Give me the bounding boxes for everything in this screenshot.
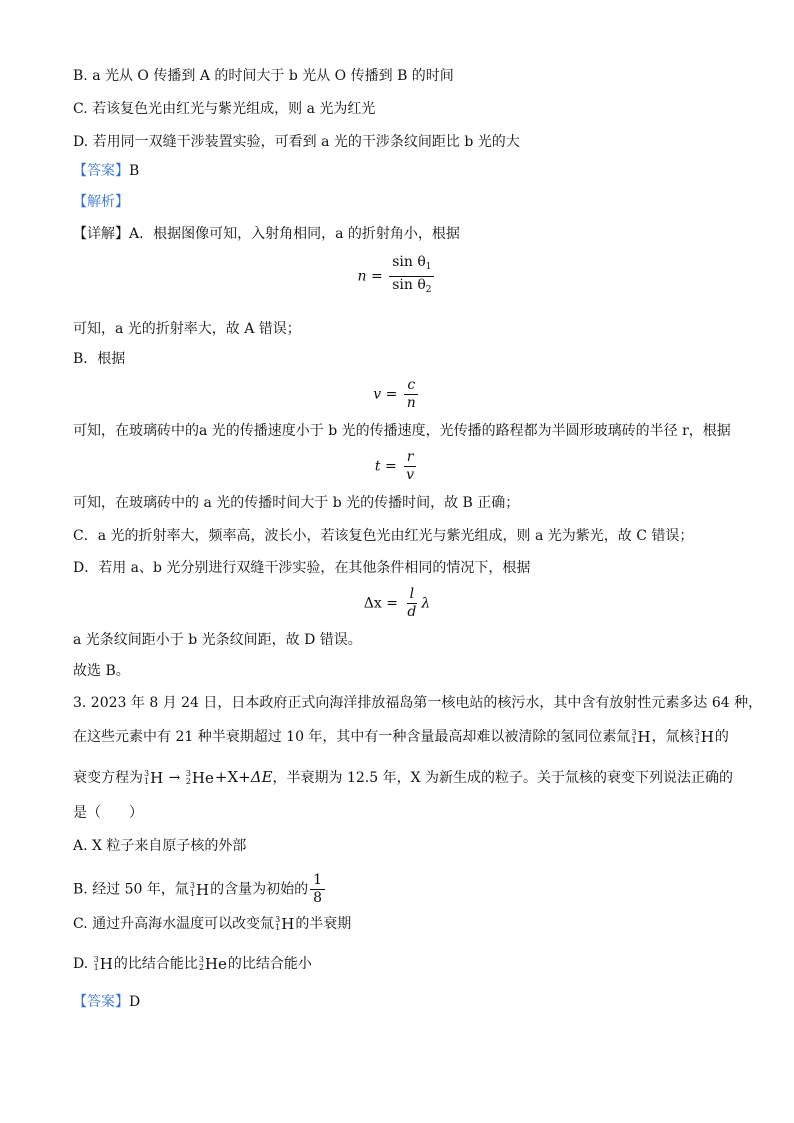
one-eighth-fraction: $\frac{1}{8}$ xyxy=(310,872,325,907)
q3-stem-line-2 xyxy=(73,728,729,746)
q2-after-eq3: 可知，在玻璃砖中的 a 光的传播时间大于 b 光的传播时间，故 B 正确； xyxy=(73,495,520,511)
tritium-nuclide: 3 1 H xyxy=(275,915,295,933)
q2-after-eq4: a 光条纹间距小于 b 光条纹间距，故 D 错误。 xyxy=(73,632,362,648)
eq2-fraction xyxy=(404,377,419,412)
eq1-lhs: n xyxy=(357,268,367,285)
q3-answer-row xyxy=(73,993,140,1011)
eq4-lhs: Δx xyxy=(363,595,382,612)
eq3-denominator: v xyxy=(406,467,415,483)
q2-analysis-tag xyxy=(73,193,129,211)
tritium-nuclide: 3 1 H xyxy=(694,728,714,746)
q3-stem-line-1: 3. 2023 年 8 月 24 日，日本政府正式向海洋排放福岛第一核电站的核污水，其中含有放射性元素多达 64 种， xyxy=(73,695,763,711)
q3-option-b: B. 经过 50 年，氚 3 1 H 的含量为初始的 $\frac{1}{8}$ xyxy=(73,872,327,907)
eq1-num-sub: 1 xyxy=(425,262,432,272)
tritium-nuclide: 3 1 H xyxy=(631,728,651,746)
detail-a-text: A．根据图像可知，入射角相同，a 的折射角小，根据 xyxy=(129,226,460,242)
eq1-numerator: sin θ xyxy=(392,254,426,270)
answer-value: B xyxy=(129,163,140,179)
tritium-nuclide: 3 1 H xyxy=(189,880,210,899)
q3-stem-2c: 的 xyxy=(714,729,729,745)
q2-detail-a xyxy=(73,225,460,243)
q3-stem-2a: 在这些元素中有 21 种半衰期超过 10 年，其中有一种含量最高却难以被清除的氢同位素氚 xyxy=(73,729,631,745)
arrow-icon: → xyxy=(168,770,181,786)
q2-option-d: D. 若用同一双缝干涉装置实验，可看到 a 光的干涉条纹间距比 b 光的大 xyxy=(73,134,520,150)
q3-option-c: C. 通过升高海水温度可以改变氚 3 1 H 的半衰期 xyxy=(73,915,352,933)
q2-d-intro: D．若用 a、b 光分别进行双缝干涉实验，在其他条件相同的情况下，根据 xyxy=(73,560,531,576)
eq2-numerator: c xyxy=(404,377,418,395)
analysis-tag: 【解析】 xyxy=(73,194,129,210)
eq4-denominator: d xyxy=(407,604,417,620)
eq4-fraction xyxy=(404,586,419,621)
q2-c-text: C．a 光的折射率大，频率高，波长小，若该复色光由红光与紫光组成，则 a 光为紫光，故 C 错误； xyxy=(73,528,694,544)
eq3-lhs: t xyxy=(374,458,381,475)
q3-stem-3a: 衰变方程为 xyxy=(73,770,143,786)
equation-speed: v = $\frac{c}{n}$ xyxy=(0,377,794,412)
q3-stem-2b: ，氚核 xyxy=(651,729,694,745)
q3-stem-3b: ，半衰期为 12.5 年，X 为新生成的粒子。关于氚核的衰变下列说法正确的 xyxy=(272,770,734,786)
tritium-nuclide: 3 1 H xyxy=(93,955,113,973)
q2-answer-row xyxy=(73,162,139,180)
eq2-denominator: n xyxy=(406,395,416,411)
decay-equation: 3 1 H → 3 2 He +X+ΔE xyxy=(144,768,273,787)
eq3-numerator: r xyxy=(404,449,417,467)
helium3-nuclide: 3 2 He xyxy=(198,955,227,973)
eq2-lhs: v xyxy=(373,386,382,403)
eq1-den-sub: 2 xyxy=(425,285,432,295)
q3-stem-line-3 xyxy=(73,768,733,787)
eq4-numerator: l xyxy=(407,586,417,604)
q2-conclusion: 故选 B。 xyxy=(73,663,130,679)
eq1-denominator: sin θ xyxy=(392,277,426,293)
answer-tag: 【答案】 xyxy=(73,163,129,179)
q2-b-intro: B．根据 xyxy=(73,351,126,367)
q2-option-c: C. 若该复色光由红光与紫光组成，则 a 光为红光 xyxy=(73,101,376,117)
eq3-fraction xyxy=(403,449,417,484)
q2-after-eq2: 可知，在玻璃砖中的a 光的传播速度小于 b 光的传播速度，光传播的路程都为半圆形玻璃砖的半径 r，根据 xyxy=(73,423,731,439)
q3-stem-line-4: 是（ ） xyxy=(73,805,143,821)
answer-tag: 【答案】 xyxy=(73,994,129,1010)
equation-fringe-spacing: Δx = $\frac{l}{d}$ λ xyxy=(363,586,431,620)
eq4-lambda: λ xyxy=(421,595,431,612)
detail-tag: 【详解】 xyxy=(73,226,129,242)
eq1-fraction xyxy=(389,254,434,299)
q3-option-d: D. 3 1 H 的比结合能比 3 2 He 的比结合能小 xyxy=(73,955,312,973)
equation-refraction-index: n = $\frac{\sin \theta_1}{\sin \theta_2}$ xyxy=(0,254,794,299)
q3-option-a: A. X 粒子来自原子核的外部 xyxy=(73,838,247,854)
q2-option-b: B. a 光从 O 传播到 A 的时间大于 b 光从 O 传播到 B 的时间 xyxy=(73,68,454,84)
equation-time: t = $\frac{r}{v}$ xyxy=(0,449,794,484)
q2-after-eq1: 可知，a 光的折射率大，故 A 错误； xyxy=(73,321,301,337)
answer-value: D xyxy=(129,994,141,1010)
